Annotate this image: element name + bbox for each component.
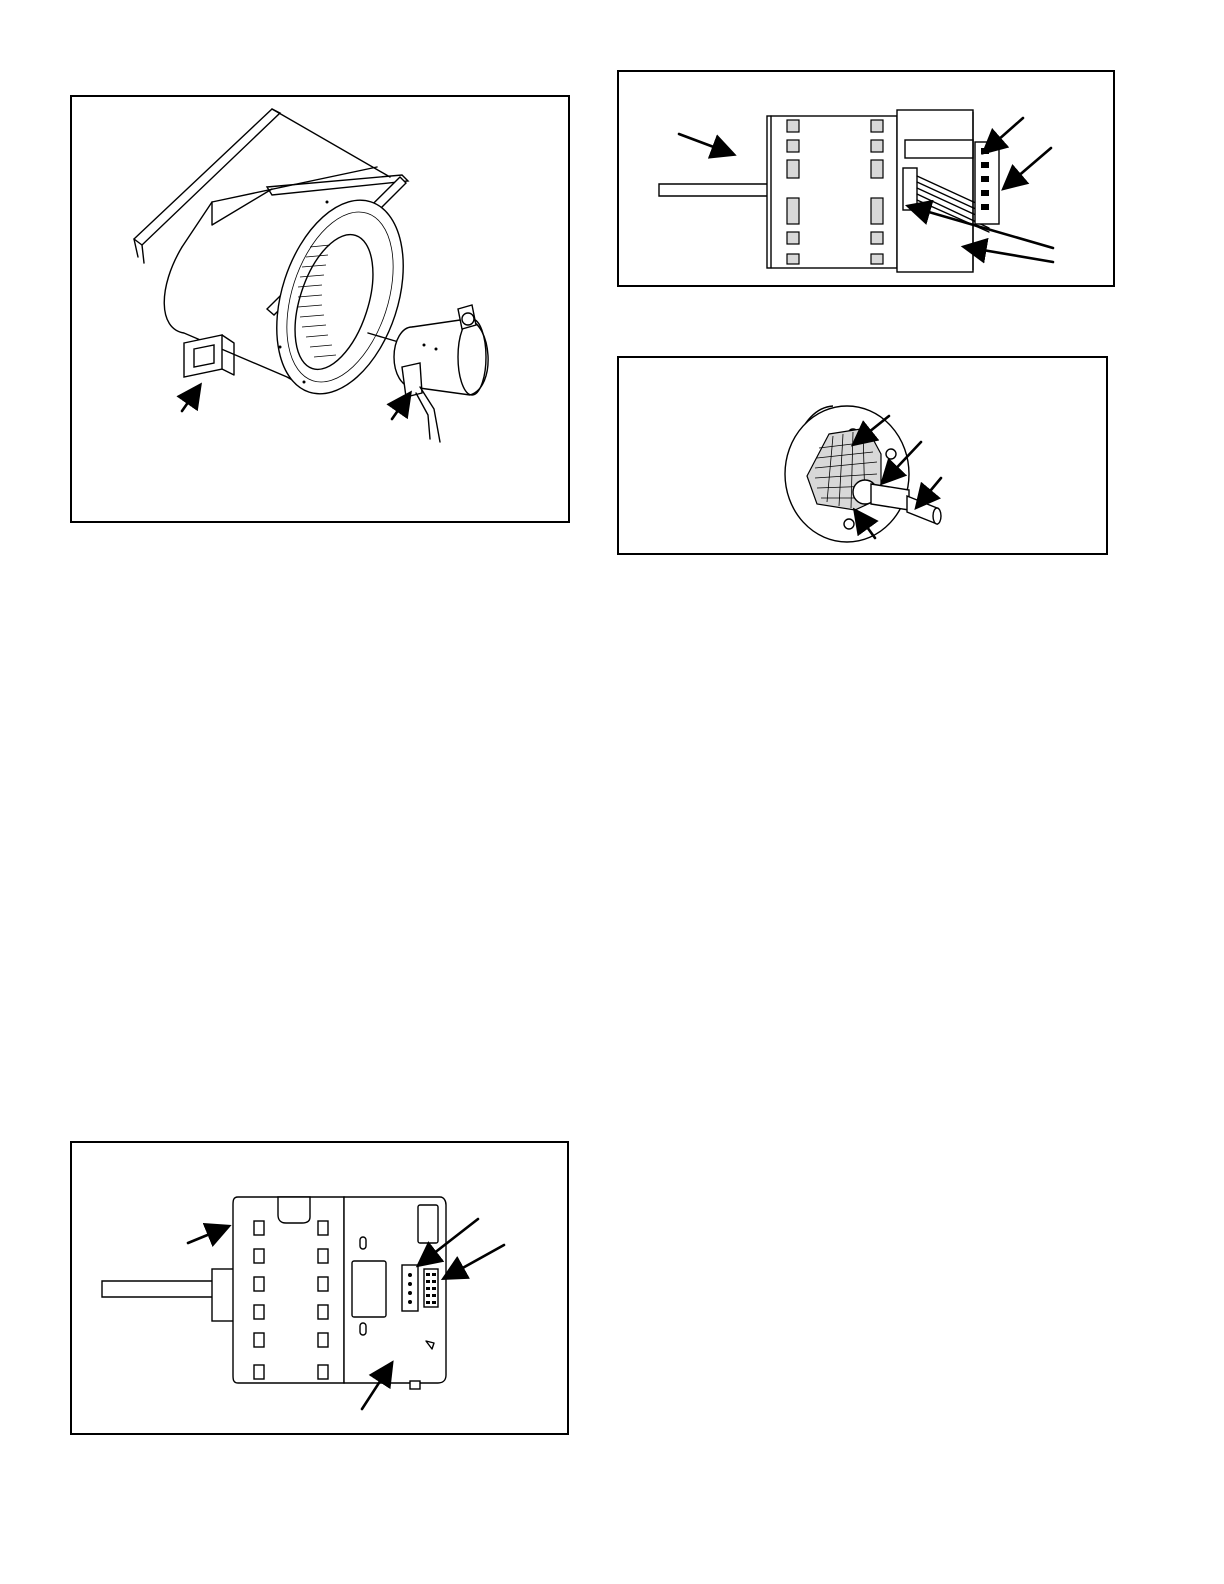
figure-motor-side-view <box>617 70 1115 287</box>
callout-arrow-motor <box>679 134 727 152</box>
figure-blower-assembly <box>70 95 570 523</box>
motor-body <box>767 116 897 268</box>
motor-control-view-drawing <box>72 1143 567 1433</box>
callout-arrow-control-module <box>971 248 1053 262</box>
motor-shaft <box>659 184 769 196</box>
callout-arrow-signal-connector <box>450 1245 504 1275</box>
callout-arrow-motor-mount <box>182 391 196 411</box>
signal-connector <box>424 1269 438 1307</box>
power-connector <box>402 1265 418 1311</box>
motor-shaft <box>102 1269 234 1321</box>
motor-side-view-drawing <box>619 72 1113 285</box>
figure-motor-end-view <box>617 356 1108 555</box>
figure-motor-control-view <box>70 1141 569 1435</box>
callout-arrow-connector-block <box>1009 148 1051 184</box>
motor-body <box>233 1197 344 1383</box>
callout-arrow-motor <box>392 399 406 419</box>
motor-end-view-drawing <box>619 358 1106 553</box>
blower-assembly-drawing <box>72 97 568 521</box>
callout-arrow-motor <box>188 1229 222 1243</box>
callout-arrow-shaft <box>921 478 941 502</box>
callout-arrow-connector-top <box>989 118 1023 148</box>
